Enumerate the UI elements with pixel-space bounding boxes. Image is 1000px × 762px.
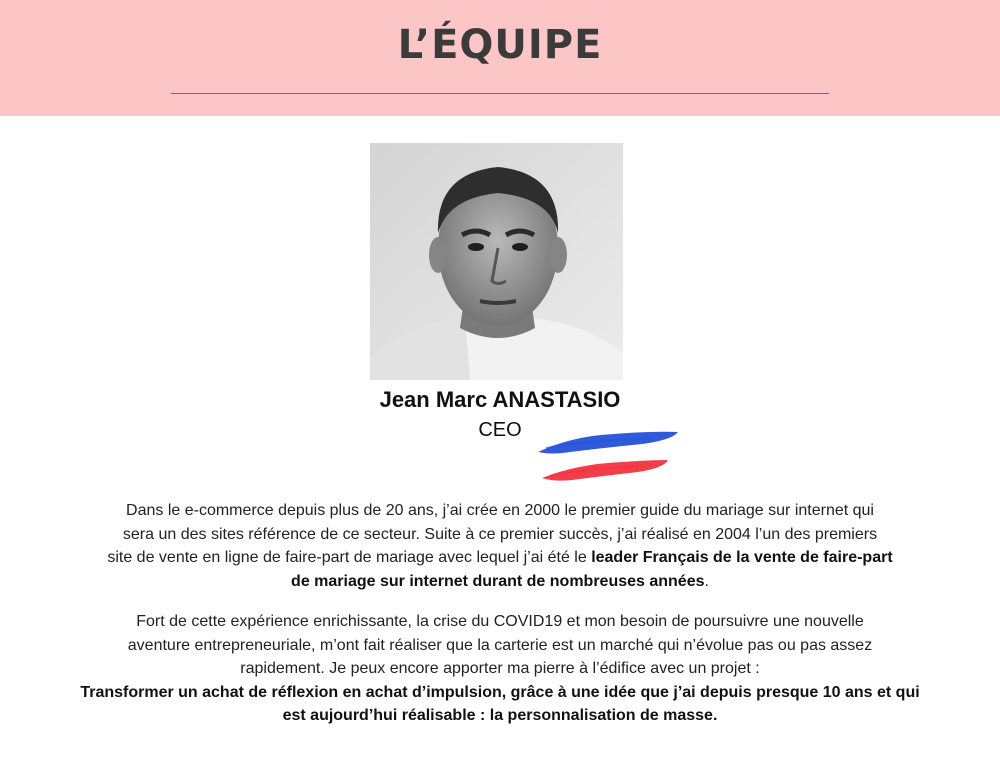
bio-p1-highlight-a: leader Français de la vente de faire-part [591, 549, 893, 566]
person-name: Jean Marc ANASTASIO [379, 387, 621, 412]
bio-p2-line-2: aventure entrepreneuriale, m’ont fait réaliser que la carterie est un marché qui n’évolue pas ou pas assez [127, 636, 873, 654]
flag-blue-stroke [538, 432, 678, 454]
bio-p1-line-2: sera un des sites référence de ce secteur. Suite à ce premier succès, j’ai réalisé en 2004 l’un des premiers [122, 525, 878, 543]
bio-p2-line-1: Fort de cette expérience enrichissante, la crise du COVID19 et mon besoin de poursuivre une nouvelle [136, 613, 864, 630]
bio-p1-line-3: site de vente en ligne de faire-part de mariage avec lequel j’ai été le [107, 549, 592, 566]
page-title: L’ÉQUIPE [397, 22, 603, 68]
portrait-photo [370, 143, 623, 380]
bio-paragraph-2 [70, 610, 930, 728]
header-banner [0, 0, 1000, 116]
title-divider [171, 93, 829, 94]
bio-p1-line-1: Dans le e-commerce depuis plus de 20 ans, j’ai crée en 2000 le premier guide du mariage sur internet qui [126, 502, 874, 519]
person-role: CEO [478, 419, 522, 441]
bio-paragraph-1 [70, 499, 930, 593]
bio-p2-bold-line-1: Transformer un achat de réflexion en achat d’impulsion, grâce à une idée que j’ai depuis presque 10 ans et qui [80, 683, 920, 701]
french-flag-brushstroke [532, 426, 682, 484]
bio-p1-end: . [704, 572, 709, 590]
bio-p1-highlight-b: de mariage sur internet durant de nombreuses années [291, 572, 705, 590]
bio-p2-bold-line-2: est aujourd’hui réalisable : la personnalisation de masse. [282, 707, 718, 724]
bio-p2-line-3: rapidement. Je peux encore apporter ma pierre à l’édifice avec un projet : [240, 660, 760, 677]
flag-red-stroke [542, 460, 668, 481]
